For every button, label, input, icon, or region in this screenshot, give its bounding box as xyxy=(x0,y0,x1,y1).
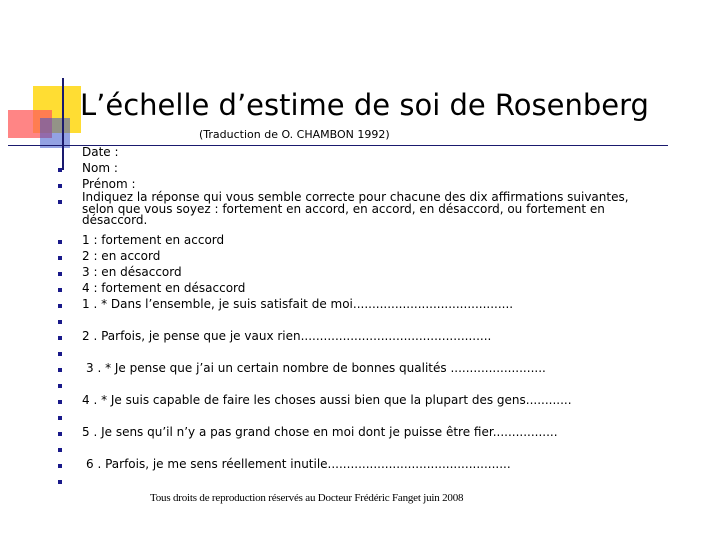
nom-line: Nom : xyxy=(82,161,118,175)
bullet-icon xyxy=(58,184,62,188)
scale-item: 1 : fortement en accord xyxy=(82,233,225,247)
date-line: Date : xyxy=(82,145,119,159)
slide-title: L’échelle d’estime de soi de Rosenberg xyxy=(80,88,649,122)
bullet-icon xyxy=(58,400,62,404)
bullet-icon xyxy=(58,416,62,420)
copyright-footer: Tous droits de reproduction réservés au Docteur Frédéric Fanget juin 2008 xyxy=(150,492,464,504)
bullet-icon xyxy=(58,368,62,372)
scale-item: 3 : en désaccord xyxy=(82,265,182,279)
bullet-icon xyxy=(58,272,62,276)
scale-item: 2 : en accord xyxy=(82,249,161,263)
instructions-text: Indiquez la réponse qui vous semble correcte pour chacune des dix affirmations suivantes, selon que vous soyez : fortement en accord, en accord, en désaccord, ou fortement en désaccord. xyxy=(82,190,629,228)
bullet-icon xyxy=(58,168,62,172)
bullet-icon xyxy=(58,240,62,244)
bullet-icon xyxy=(58,480,62,484)
bullet-icon xyxy=(58,336,62,340)
bullet-icon xyxy=(58,384,62,388)
question-item-1: 1 . * Dans l’ensemble, je suis satisfait de moi.......................................... xyxy=(82,297,514,311)
bullet-icon xyxy=(58,288,62,292)
bullet-icon xyxy=(58,304,62,308)
decor-vertical-line xyxy=(62,78,64,170)
bullet-icon xyxy=(58,448,62,452)
decor-blue-square xyxy=(40,118,70,148)
question-item-4: 4 . * Je suis capable de faire les choses aussi bien que la plupart des gens............ xyxy=(82,393,572,407)
bullet-icon xyxy=(58,352,62,356)
bullet-icon xyxy=(58,256,62,260)
bullet-icon xyxy=(58,464,62,468)
question-item-6: 6 . Parfois, je me sens réellement inutile................................................ xyxy=(86,457,511,471)
bullet-icon xyxy=(58,320,62,324)
question-item-5: 5 . Je sens qu’il n’y a pas grand chose en moi dont je puisse être fier................. xyxy=(82,425,558,439)
slide-subtitle: (Traduction de O. CHAMBON 1992) xyxy=(199,128,390,141)
bullet-icon xyxy=(58,432,62,436)
prenom-line: Prénom : xyxy=(82,177,136,191)
question-item-2: 2 . Parfois, je pense que je vaux rien.................................................. xyxy=(82,329,492,343)
question-item-3: 3 . * Je pense que j’ai un certain nombre de bonnes qualités ......................... xyxy=(86,361,546,375)
bullet-icon xyxy=(58,200,62,204)
scale-item: 4 : fortement en désaccord xyxy=(82,281,246,295)
